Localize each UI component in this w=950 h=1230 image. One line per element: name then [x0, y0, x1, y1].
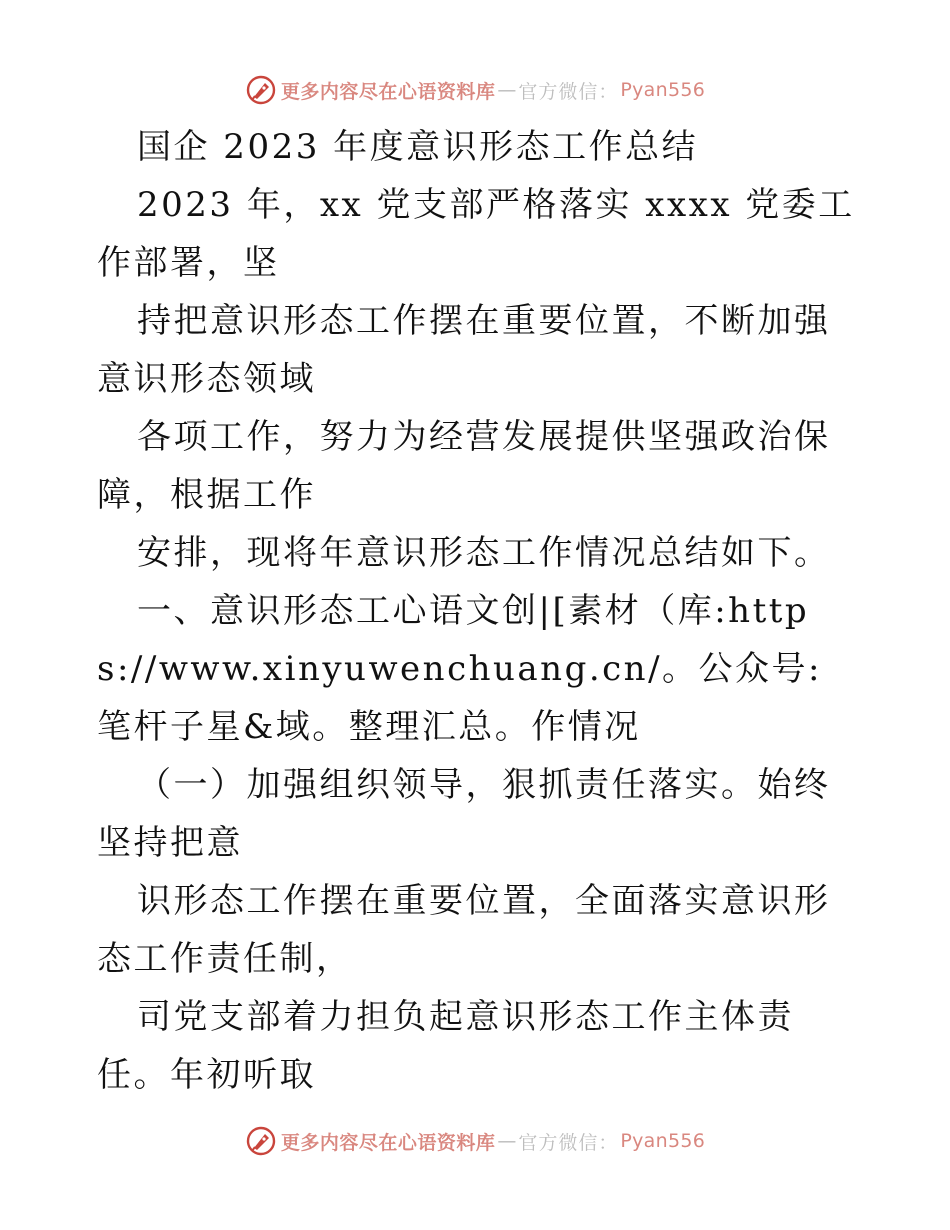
header-watermark-banner [0, 70, 950, 110]
document-body [97, 118, 857, 1104]
banner-main-text: 更多内容尽在心语资料库 [280, 1131, 496, 1154]
paragraph: 安排，现将年意识形态工作情况总结如下。 [137, 533, 831, 573]
paragraph: 司党支部着力担负起意识形态工作主体责任。年初听取 [97, 997, 794, 1095]
paragraph: 持把意识形态工作摆在重要位置，不断加强意识形态领域 [97, 301, 831, 399]
banner-main-text: 更多内容尽在心语资料库 [280, 80, 496, 103]
banner-wechat-label: 官方微信： [518, 80, 619, 103]
paragraph: 2023 年，xx 党支部严格落实 xxxx 党委工作部署，坚 [97, 185, 855, 283]
paragraph: 各项工作，努力为经营发展提供坚强政治保障，根据工作 [97, 417, 831, 515]
banner-wechat-id: Pyan556 [620, 79, 706, 101]
document-title: 国企 2023 年度意识形态工作总结 [137, 127, 699, 167]
subsection-heading: （一）加强组织领导，狠抓责任落实。始终坚持把意 [97, 765, 831, 863]
section-heading: 一、意识形态工心语文创|[素材（库:https://www.xinyuwenchuang.cn/。公众号: 笔杆子星&域。整理汇总。作情况 [97, 591, 822, 747]
banner-wechat-id: Pyan556 [620, 1130, 706, 1152]
banner-dash: — [497, 79, 517, 101]
pen-nib-logo-icon [245, 74, 277, 106]
pen-nib-logo-icon [245, 1125, 277, 1157]
banner-wechat-label: 官方微信： [518, 1131, 619, 1154]
footer-watermark-banner [0, 1121, 950, 1161]
banner-dash: — [497, 1130, 517, 1152]
paragraph: 识形态工作摆在重要位置，全面落实意识形态工作责任制， [97, 881, 831, 979]
